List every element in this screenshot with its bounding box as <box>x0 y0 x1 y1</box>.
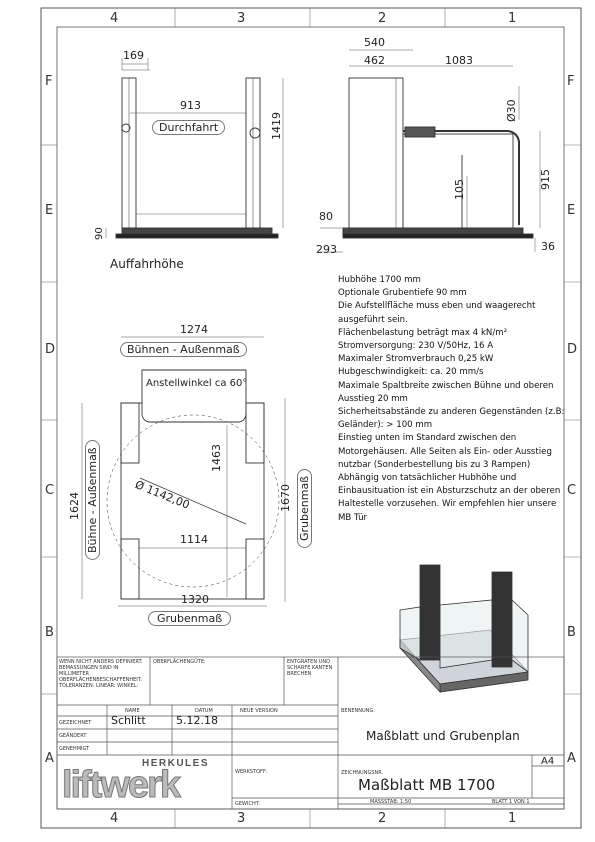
dim-1083: 1083 <box>445 54 473 67</box>
dim-913: 913 <box>180 99 201 112</box>
tolerance-note: WENN NICHT ANDERS DEFINIERT: BEMASSUNGEN SIND IN MILLIMETER OBERFLÄCHENBESCHAFFENHEIT: TOLERANZEN: LINEAR: WINKEL: <box>59 659 143 689</box>
col-label-1: 1 <box>508 11 517 26</box>
note-11: Abhängig von tatsächlicher Hubhöhe und Einbausituation ist ein Absturzschutz an der oberen Haltestelle vorzusehen. Wir empfehlen hier unsere MB Tür <box>338 473 561 523</box>
row-label-a: A <box>45 751 54 766</box>
row-label-e-right: E <box>567 203 576 218</box>
dim-462: 462 <box>364 54 385 67</box>
label-grubenmass-side: Grubenmaß <box>297 469 312 548</box>
col-label-2-bottom: 2 <box>378 811 387 826</box>
drawing-number: Maßblatt MB 1700 <box>358 776 496 794</box>
row-label-e: E <box>45 203 54 218</box>
label-durchfahrt: Durchfahrt <box>152 120 225 135</box>
label-anstellwinkel: Anstellwinkel ca 60° <box>146 378 248 389</box>
logo-big-text: liftwerk <box>62 764 180 806</box>
col-label-4: 4 <box>110 11 119 26</box>
row-label-f-right: F <box>567 74 575 89</box>
drawn-label: GEZEICHNET <box>59 720 92 726</box>
werkstoff-label: WERKSTOFF: <box>235 769 268 775</box>
dim-d30: Ø30 <box>505 99 518 122</box>
label-auffahrhoehe: Auffahrhöhe <box>110 257 184 271</box>
label-buehne-aussen-side: Bühne - Außenmaß <box>85 440 100 560</box>
note-1: Hubhöhe 1700 mm <box>338 275 421 285</box>
benennung-label: BENENNUNG: <box>341 708 375 714</box>
label-grubenmass-bottom: Grubenmaß <box>148 611 231 626</box>
edges-label: ENTGRATEN UND SCHARFE KANTEN BRECHEN <box>287 659 333 677</box>
dim-1114: 1114 <box>180 533 208 546</box>
top-view <box>107 370 279 599</box>
note-3: Die Aufstellfläche muss eben und waagerecht ausgeführt sein. <box>338 301 536 325</box>
dim-1419: 1419 <box>270 112 283 140</box>
spec-notes <box>338 274 566 525</box>
drawing-title: Maßblatt und Grubenplan <box>366 729 520 743</box>
note-8: Maximale Spaltbreite zwischen Bühne und oberen Ausstieg 20 mm <box>338 380 554 404</box>
surface-label: OBERFLÄCHENGÜTE: <box>153 659 206 665</box>
logo-small-text: HERKULES <box>142 758 210 769</box>
col-label-1-bottom: 1 <box>508 811 517 826</box>
dim-915: 915 <box>539 169 552 190</box>
col-label-3-bottom: 3 <box>237 811 246 826</box>
note-6: Maximaler Stromverbrauch 0,25 kW <box>338 354 494 365</box>
blatt: BLATT 1 VON 1 <box>492 799 530 805</box>
dim-90: 90 <box>94 227 105 240</box>
approved-label: GENEHMIGT <box>59 746 90 752</box>
row-label-b-right: B <box>567 625 576 640</box>
dim-1463: 1463 <box>210 444 223 472</box>
note-4: Flächenbelastung beträgt max 4 kN/m² <box>338 327 508 338</box>
row-label-d-right: D <box>567 342 578 357</box>
row-label-d: D <box>45 342 56 357</box>
note-2: Optionale Grubentiefe 90 mm <box>338 288 467 299</box>
row-label-c-right: C <box>567 483 577 498</box>
massstab: MASSSTAB: 1:50 <box>370 799 412 805</box>
note-9: Sicherheitsabstände zu anderen Gegenständen (z.B: Geländer): > 100 mm <box>338 407 565 431</box>
drawing-number-label: ZEICHNUNGSNR. <box>341 770 384 776</box>
dim-105: 105 <box>453 179 466 200</box>
checked-label: GEÄNDERT <box>59 733 87 739</box>
gewicht-label: GEWICHT: <box>235 801 260 807</box>
drawn-name: Schlitt <box>111 714 146 727</box>
side-view-dims <box>320 50 540 252</box>
dim-36: 36 <box>541 240 555 253</box>
label-buehnen-aussen-top: Bühnen - Außenmaß <box>120 342 247 357</box>
dim-1320: 1320 <box>181 593 209 606</box>
col-name: NAME <box>125 708 140 714</box>
row-label-c: C <box>45 483 55 498</box>
row-label-a-right: A <box>567 751 576 766</box>
front-view-dims <box>106 58 283 238</box>
col-datum: DATUM <box>195 708 213 714</box>
note-5: Stromversorgung: 230 V/50Hz, 16 A <box>338 341 494 352</box>
dim-d1142: Ø 1142,00 <box>133 478 192 512</box>
revision-label: NEUE VERSION <box>240 708 278 714</box>
dim-169: 169 <box>123 49 144 62</box>
format-label: A4 <box>541 756 555 767</box>
dim-1274: 1274 <box>180 323 208 336</box>
col-label-3: 3 <box>237 11 246 26</box>
drawn-date: 5.12.18 <box>176 714 218 727</box>
note-7: Hubgeschwindigkeit: ca. 20 mm/s <box>338 367 484 378</box>
dim-80: 80 <box>319 210 333 223</box>
dim-1670: 1670 <box>279 484 292 512</box>
liftwerk-logo <box>62 758 227 806</box>
dim-540: 540 <box>364 36 385 49</box>
note-10: Einstieg unten im Standard zwischen den Motorgehäusen. Alle Seiten als Ein- oder Ausstieg nutzbar (Sonderbestellung bis zu 3 Rampen) <box>338 433 552 470</box>
dim-293: 293 <box>316 243 337 256</box>
iso-view <box>400 565 528 692</box>
col-label-4-bottom: 4 <box>110 811 119 826</box>
col-label-2: 2 <box>378 11 387 26</box>
dim-1624: 1624 <box>68 492 81 520</box>
row-label-b: B <box>45 625 54 640</box>
row-label-f: F <box>45 74 53 89</box>
